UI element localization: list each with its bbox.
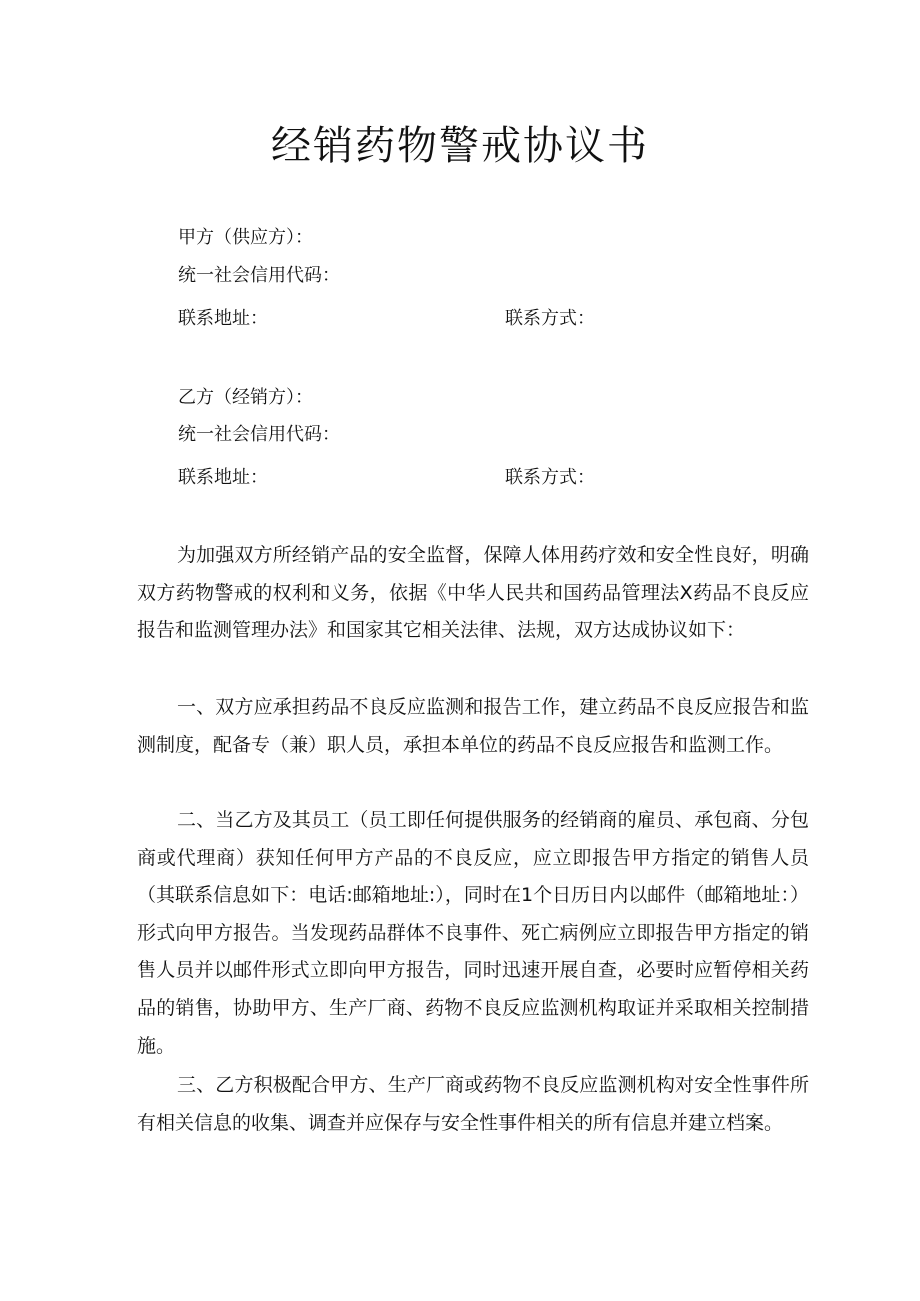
party-b-credit-code-label: 统一社会信用代码： [178, 424, 340, 445]
party-b-contact-label: 联系方式： [505, 467, 595, 488]
party-b-label: 乙方（经销方）： [178, 387, 313, 408]
party-a-address-label: 联系地址： [178, 308, 268, 329]
intro-paragraph: 为加强双方所经销产品的安全监督，保障人体用药疗效和安全性良好，明确双方药物警戒的权利和义务，依据《中华人民共和国药品管理法X药品不良反应报告和监测管理办法》和国家其它相关法律、法规，双方达成协议如下： [137, 544, 809, 642]
clause-2-paragraph: 二、当乙方及其员工（员工即任何提供服务的经销商的雇员、承包商、分包商或代理商）获知任何甲方产品的不良反应，应立即报告甲方指定的销售人员（其联系信息如下：电话:邮箱地址:），同时在1个日历日内以邮件（邮箱地址：）形式向甲方报告。当发现药品群体不良事件、死亡病例应立即报告甲方指定的销售人员并以邮件形式立即向甲方报告，同时迅速开展自查，必要时应暂停相关药品的销售，协助甲方、生产厂商、药物不良反应监测机构取证并采取相关控制措施。 [137, 809, 809, 1057]
party-a-contact-label: 联系方式： [505, 308, 595, 329]
party-b-address-label: 联系地址： [178, 467, 268, 488]
document-title: 经销药物警戒协议书 [271, 123, 649, 169]
party-a-credit-code-label: 统一社会信用代码： [178, 265, 340, 286]
clause-3-paragraph: 三、乙方积极配合甲方、生产厂商或药物不良反应监测机构对安全性事件所有相关信息的收集、调查并应保存与安全性事件相关的所有信息并建立档案。 [137, 1074, 809, 1134]
clause-1-paragraph: 一、双方应承担药品不良反应监测和报告工作，建立药品不良反应报告和监测制度，配备专（兼）职人员，承担本单位的药品不良反应报告和监测工作。 [137, 696, 809, 756]
party-a-label: 甲方（供应方）： [178, 227, 313, 248]
